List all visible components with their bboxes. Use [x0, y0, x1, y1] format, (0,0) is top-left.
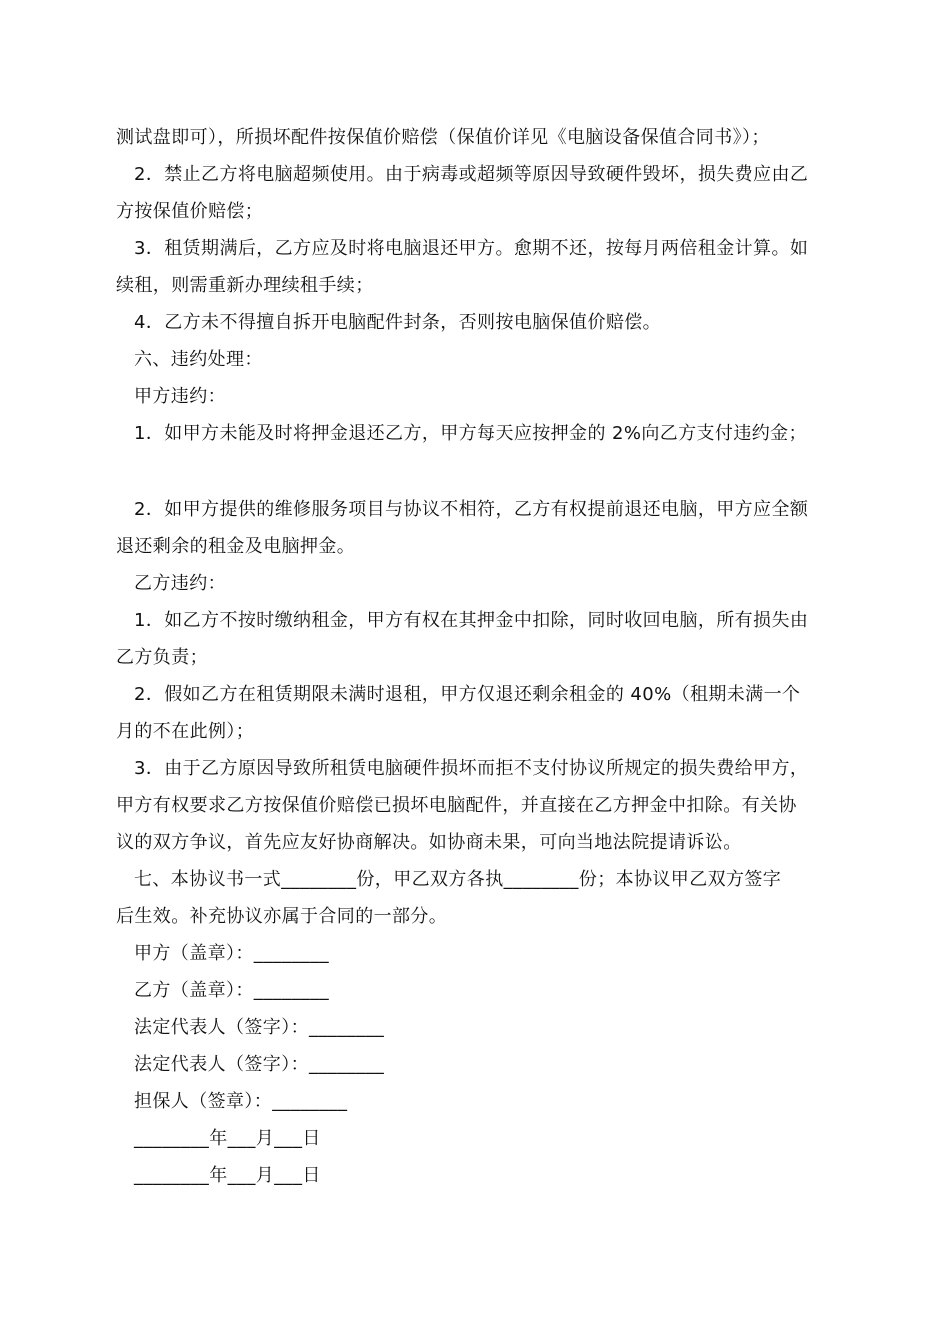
- date-field: ________年___月___日: [134, 1128, 321, 1149]
- text-line: 后生效。补充协议亦属于合同的一部分。: [116, 906, 448, 927]
- text-line: 议的双方争议，首先应友好协商解决。如协商未果，可向当地法院提请诉讼。: [116, 832, 742, 853]
- section-seven-copies: 七、本协议书一式________份，甲乙双方各执________份；本协议甲乙双方签字: [134, 869, 782, 890]
- clause-3-return: 3．租赁期满后，乙方应及时将电脑退还甲方。愈期不还，按每月两倍租金计算。如: [134, 238, 809, 259]
- text-line: 方按保值价赔偿；: [116, 201, 264, 222]
- legal-rep-signature-field: 法定代表人（签字）：________: [134, 1054, 385, 1075]
- party-a-seal-field: 甲方（盖章）：________: [134, 943, 329, 964]
- guarantor-signature-field: 担保人（签章）：________: [134, 1091, 348, 1112]
- text-line: 乙方负责；: [116, 647, 208, 668]
- party-a-breach-heading: 甲方违约：: [134, 386, 226, 407]
- date-field: ________年___月___日: [134, 1165, 321, 1186]
- text-line: 续租，则需重新办理续租手续；: [116, 275, 374, 296]
- party-b-clause-3: 3．由于乙方原因导致所租赁电脑硬件损坏而拒不支付协议所规定的损失费给甲方，: [134, 758, 809, 779]
- section-heading-breach: 六、违约处理：: [134, 349, 263, 370]
- party-b-seal-field: 乙方（盖章）：________: [134, 980, 329, 1001]
- party-b-clause-1: 1．如乙方不按时缴纳租金，甲方有权在其押金中扣除，同时收回电脑，所有损失由: [134, 610, 809, 631]
- text-line: 月的不在此例）；: [116, 721, 255, 742]
- party-a-clause-1: 1．如甲方未能及时将押金退还乙方，甲方每天应按押金的 2%向乙方支付违约金；: [134, 423, 807, 444]
- party-b-breach-heading: 乙方违约：: [134, 573, 226, 594]
- text-line: 退还剩余的租金及电脑押金。: [116, 536, 356, 557]
- clause-2-no-overclock: 2．禁止乙方将电脑超频使用。由于病毒或超频等原因导致硬件毁坏，损失费应由乙: [134, 164, 809, 185]
- text-line: 甲方有权要求乙方按保值价赔偿已损坏电脑配件，并直接在乙方押金中扣除。有关协: [116, 795, 797, 816]
- legal-rep-signature-field: 法定代表人（签字）：________: [134, 1017, 385, 1038]
- text-line: 测试盘即可），所损坏配件按保值价赔偿（保值价详见《电脑设备保值合同书》）；: [116, 127, 770, 148]
- clause-4-seal: 4．乙方未不得擅自拆开电脑配件封条，否则按电脑保值价赔偿。: [134, 312, 662, 333]
- party-b-clause-2: 2．假如乙方在租赁期限未满时退租，甲方仅退还剩余租金的 40%（租期未满一个: [134, 684, 801, 705]
- party-a-clause-2: 2．如甲方提供的维修服务项目与协议不相符，乙方有权提前退还电脑，甲方应全额: [134, 499, 809, 520]
